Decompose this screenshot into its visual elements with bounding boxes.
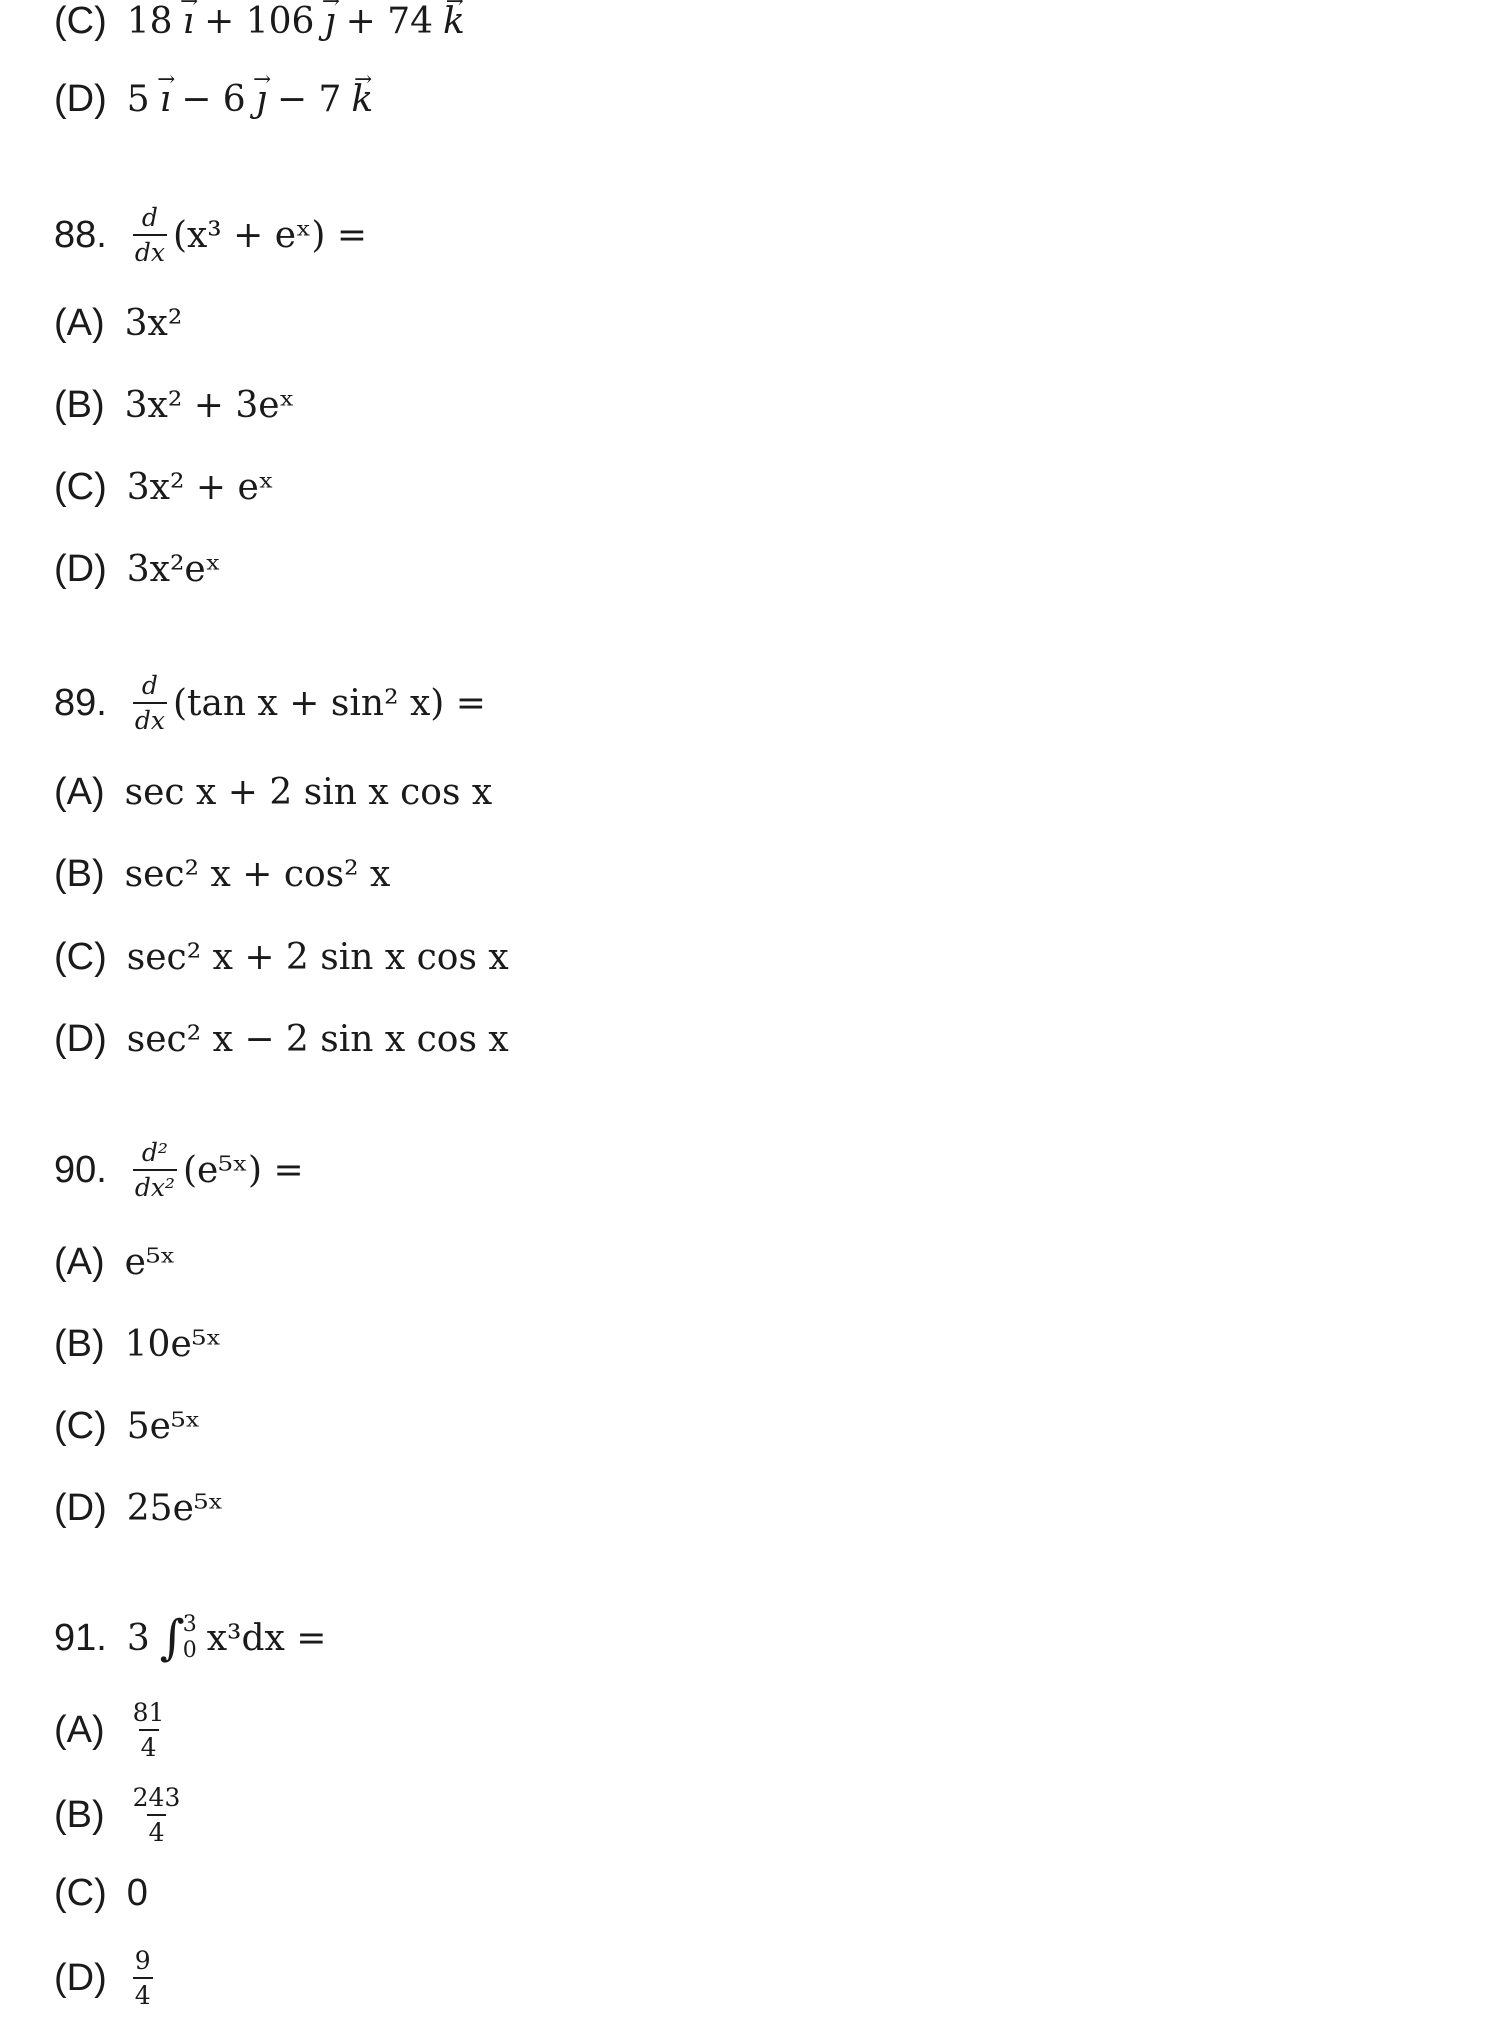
q89-option-b <box>54 853 390 896</box>
option-expression: 5 ı → − 6 ȷ → − 7 k → <box>127 79 373 120</box>
question-expression: $\frac{\text{d²}}{\text{dx²}}$ (e⁵ˣ) = <box>134 1138 304 1202</box>
option-expression: 3x² + eˣ <box>126 467 275 508</box>
option-expression: 3x²eˣ <box>126 549 221 590</box>
option-label: (B) <box>54 853 105 895</box>
q88-question <box>54 205 367 265</box>
upper-limit: 3 <box>182 1611 197 1637</box>
q88-option-b <box>54 384 295 427</box>
option-label: (B) <box>54 1793 105 1836</box>
option-label: (D) <box>54 548 107 590</box>
q89-option-d <box>54 1018 509 1061</box>
option-label: (C) <box>54 0 107 42</box>
q90-option-d <box>54 1487 224 1530</box>
q90-option-c <box>54 1405 201 1448</box>
option-fraction: $\frac{243}{4}$ <box>132 1783 181 1847</box>
integral-sign: ∫ 3 0 <box>159 1610 197 1666</box>
q88-option-a <box>54 302 182 345</box>
option-expression: 0 <box>126 1872 148 1914</box>
lower-limit: 0 <box>182 1638 197 1663</box>
q91-option-c <box>54 1872 168 1915</box>
option-expression: sec² x + cos² x <box>124 854 391 895</box>
option-expression <box>125 1785 189 1845</box>
option-fraction: $\frac{81}{4}$ <box>132 1698 165 1762</box>
option-fraction: $\frac{9}{4}$ <box>134 1946 151 2010</box>
derivative-fraction: $\frac{d}{dx}$ <box>134 203 165 267</box>
question-expression: $\frac{d}{dx}$ (tan x + sin² x) = <box>134 671 486 735</box>
option-label: (D) <box>54 1956 107 1999</box>
q87-option-c <box>54 0 465 43</box>
option-label: (C) <box>54 1872 107 1914</box>
q91-option-d <box>54 1948 159 2008</box>
option-label: (B) <box>54 1323 105 1365</box>
option-label: (D) <box>54 78 107 120</box>
q87-option-d <box>54 78 373 121</box>
option-expression: sec x + 2 sin x cos x <box>124 772 493 813</box>
option-label: (A) <box>54 771 105 813</box>
option-label: (B) <box>54 384 105 426</box>
question-number: 91. <box>54 1616 107 1659</box>
option-expression: e⁵ˣ <box>124 1242 176 1283</box>
q91-question <box>54 1610 326 1666</box>
option-expression: sec² x + 2 sin x cos x <box>126 937 509 978</box>
question-number: 88. <box>54 213 107 256</box>
question-expression: $\frac{d}{dx}$ (x³ + eˣ) = <box>134 203 367 267</box>
option-label: (A) <box>54 1708 105 1751</box>
option-expression <box>127 1948 159 2008</box>
q90-question <box>54 1140 304 1200</box>
option-label: (A) <box>54 302 105 344</box>
option-label: (C) <box>54 1405 107 1447</box>
derivative-fraction: $\frac{d}{dx}$ <box>134 671 165 735</box>
derivative-fraction: $\frac{\text{d²}}{\text{dx²}}$ <box>134 1138 175 1202</box>
option-label: (C) <box>54 466 107 508</box>
option-expression: 18 ı → + 106 ȷ → + 74 k → <box>127 1 465 42</box>
option-expression: sec² x − 2 sin x cos x <box>126 1019 509 1060</box>
option-label: (A) <box>54 1241 105 1283</box>
option-expression: 25e⁵ˣ <box>126 1488 224 1529</box>
question-number: 90. <box>54 1148 107 1191</box>
option-expression: 5e⁵ˣ <box>126 1406 201 1447</box>
q91-option-b <box>54 1785 188 1845</box>
q90-option-b <box>54 1323 221 1366</box>
q88-option-d <box>54 548 221 591</box>
q89-option-a <box>54 771 492 814</box>
option-expression: 3x² <box>124 303 183 344</box>
q89-option-c <box>54 936 509 979</box>
option-label: (D) <box>54 1487 107 1529</box>
question-expression: 3 ∫ 3 0 x³dx = <box>126 1610 327 1666</box>
option-expression: 10e⁵ˣ <box>124 1324 222 1365</box>
option-label: (D) <box>54 1018 107 1060</box>
q90-option-a <box>54 1241 176 1284</box>
q91-option-a <box>54 1700 172 1760</box>
option-expression: 3x² + 3eˣ <box>124 385 295 426</box>
q88-option-c <box>54 466 274 509</box>
q89-question <box>54 673 486 733</box>
option-expression <box>125 1700 173 1760</box>
question-number: 89. <box>54 681 107 724</box>
option-label: (C) <box>54 936 107 978</box>
